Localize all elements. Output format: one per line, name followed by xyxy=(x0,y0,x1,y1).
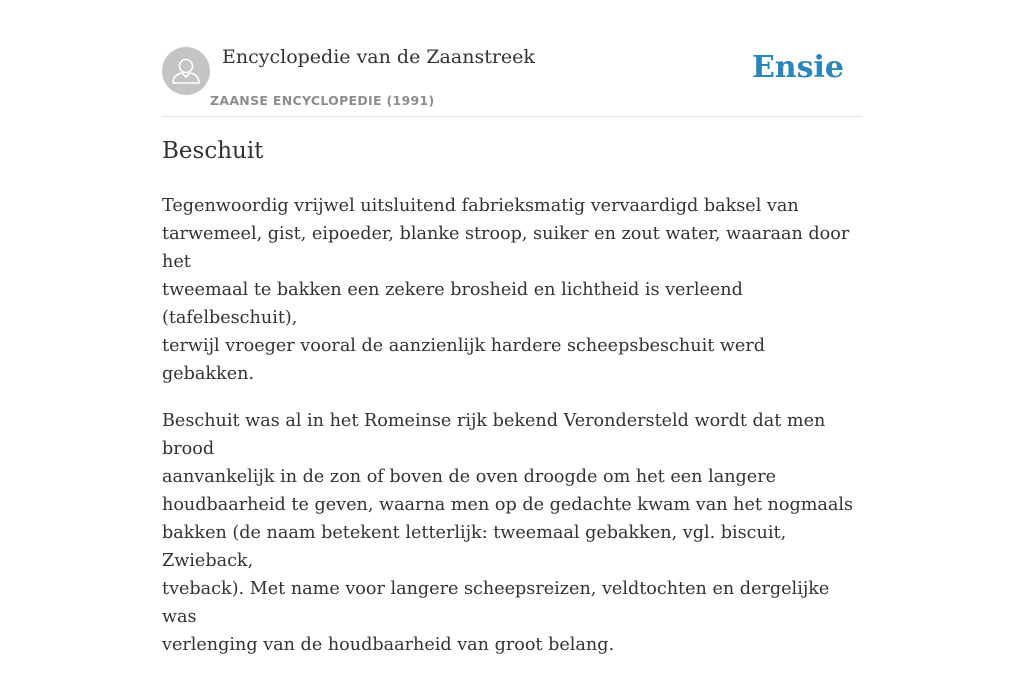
source-avatar[interactable] xyxy=(162,47,210,95)
ensie-logo[interactable]: Ensie xyxy=(751,50,844,85)
source-header xyxy=(162,44,862,117)
user-placeholder-icon xyxy=(162,47,210,95)
source-subtitle: ZAANSE ENCYCLOPEDIE (1991) xyxy=(210,93,435,108)
source-title[interactable]: Encyclopedie van de Zaanstreek xyxy=(222,46,535,68)
article-paragraph: Tegenwoordig vrijwel uitsluitend fabrieksmatig vervaardigd baksel van tarwemeel, gist, eipoeder, blanke stroop, suiker en zout water, waaraan door het tweemaal te bakken een zekere brosheid en lichtheid is verleend (tafelbeschuit), terwijl vroeger vooral de aanzienlijk hardere scheepsbeschuit werd gebakken. xyxy=(162,196,850,384)
article-paragraph: Beschuit was al in het Romeinse rijk bekend Verondersteld wordt dat men brood aanvankelijk in de zon of boven de oven droogde om het een langere houdbaarheid te geven, waarna men op de gedachte kwam van het nogmaals bakken (de naam betekent letterlijk: tweemaal gebakken, vgl. biscuit, Zwieback, tveback). Met name voor langere scheepsreizen, veldtochten en dergelijke was verlenging van de houdbaarheid van groot belang. xyxy=(162,411,854,655)
article-body xyxy=(162,192,862,678)
article-title: Beschuit xyxy=(162,138,264,164)
